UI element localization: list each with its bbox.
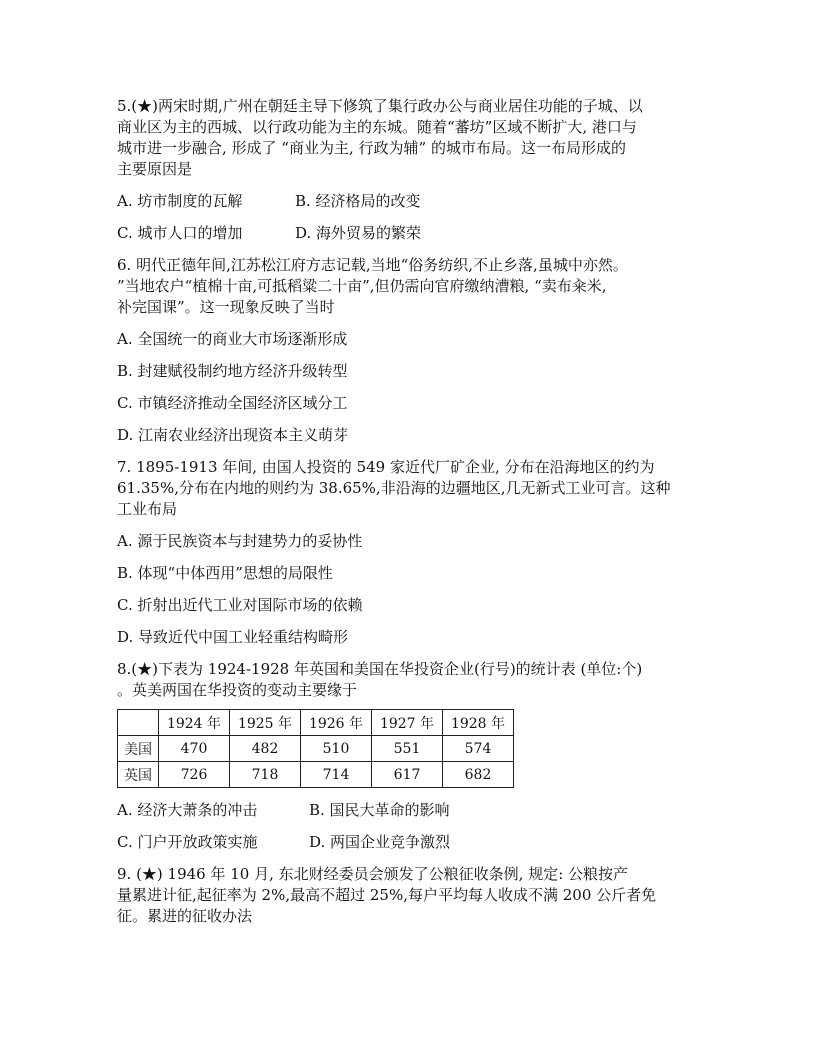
table-cell: 617 [372,762,443,788]
table-row [118,762,514,788]
option-b[interactable]: B. 经济格局的改变 [295,192,421,210]
stem-line: 量累进计征,起征率为 2%,最高不超过 25%,每户平均每人收成不满 200 公斤者免 [117,886,657,904]
option-c[interactable]: C. 市镇经济推动全国经济区域分工 [117,394,348,412]
table-cell: 682 [443,762,514,788]
exam-page [117,96,702,927]
stem-line: ”当地农户“植棉十亩,可抵稻粱二十亩”,但仍需向官府缴纳漕粮, “卖布籴米, [117,277,607,295]
question-5 [117,96,702,244]
option-b[interactable]: B. 国民大革命的影响 [309,801,450,819]
table-header-cell: 1928 年 [443,710,514,736]
table-cell: 726 [159,762,230,788]
question-8-options-cd [117,832,702,853]
table-header-cell: 1924 年 [159,710,230,736]
table-cell: 510 [301,736,372,762]
stem-line: 主要原因是 [117,160,193,178]
option-d[interactable]: D. 两国企业竞争激烈 [309,833,451,851]
stem-line: 补完国课”。这一现象反映了当时 [117,298,335,316]
question-6-stem [117,255,702,318]
table-corner-cell [118,710,159,736]
option-a[interactable]: A. 经济大萧条的冲击 [117,801,258,819]
table-header-row [118,710,514,736]
option-c[interactable]: C. 城市人口的增加 [117,224,243,242]
table-row-label: 美国 [118,736,159,762]
question-6 [117,255,702,446]
stem-line: 6. 明代正德年间,江苏松江府方志记载,当地“俗务纺织,不止乡落,虽城中亦然。 [117,256,628,274]
stem-line: 7. 1895-1913 年间, 由国人投资的 549 家近代厂矿企业, 分布在沿海地区的约为 [117,458,655,476]
option-b[interactable]: B. 体现“中体西用”思想的局限性 [117,564,333,582]
question-5-options-ab [117,191,702,212]
question-9-stem [117,864,702,927]
question-5-options-cd [117,223,702,244]
stem-line: 征。累进的征收办法 [117,907,253,925]
question-8-stem [117,659,702,701]
stem-line: 。英美两国在华投资的变动主要缘于 [117,681,358,699]
option-a[interactable]: A. 全国统一的商业大市场逐渐形成 [117,330,348,348]
table-cell: 470 [159,736,230,762]
question-9 [117,864,702,927]
option-b[interactable]: B. 封建赋役制约地方经济升级转型 [117,362,348,380]
option-d[interactable]: D. 导致近代中国工业轻重结构畸形 [117,628,349,646]
option-c[interactable]: C. 折射出近代工业对国际市场的依赖 [117,596,363,614]
option-d[interactable]: D. 海外贸易的繁荣 [295,224,422,242]
stem-line: 城市进一步融合, 形成了 “商业为主, 行政为辅” 的城市布局。这一布局形成的 [117,139,626,157]
question-8-options-ab [117,800,702,821]
stem-line: 61.35%,分布在内地的则约为 38.65%,非沿海的边疆地区,几无新式工业可言。这种 [117,479,671,497]
stem-line: 8.(★)下表为 1924-1928 年英国和美国在华投资企业(行号)的统计表 (单位:个) [117,660,643,678]
option-a[interactable]: A. 坊市制度的瓦解 [117,192,243,210]
option-a[interactable]: A. 源于民族资本与封建势力的妥协性 [117,532,363,550]
table-header-cell: 1926 年 [301,710,372,736]
stem-line: 商业区为主的西城、以行政功能为主的东城。随着“蕃坊”区域不断扩大, 港口与 [117,118,637,136]
table-cell: 714 [301,762,372,788]
question-8 [117,659,702,853]
stem-line: 9. (★) 1946 年 10 月, 东北财经委员会颁发了公粮征收条例, 规定: 公粮按产 [117,865,629,883]
stem-line: 工业布局 [117,500,178,518]
table-header-cell: 1925 年 [230,710,301,736]
question-5-stem [117,96,702,180]
table-row-label: 英国 [118,762,159,788]
table-header-cell: 1927 年 [372,710,443,736]
table-cell: 574 [443,736,514,762]
option-d[interactable]: D. 江南农业经济出现资本主义萌芽 [117,426,349,444]
question-7-stem [117,457,702,520]
investment-table [117,709,514,788]
table-cell: 718 [230,762,301,788]
stem-line: 5.(★)两宋时期,广州在朝廷主导下修筑了集行政办公与商业居住功能的子城、以 [117,97,643,115]
option-c[interactable]: C. 门户开放政策实施 [117,833,258,851]
table-cell: 551 [372,736,443,762]
table-row [118,736,514,762]
table-cell: 482 [230,736,301,762]
question-7 [117,457,702,648]
